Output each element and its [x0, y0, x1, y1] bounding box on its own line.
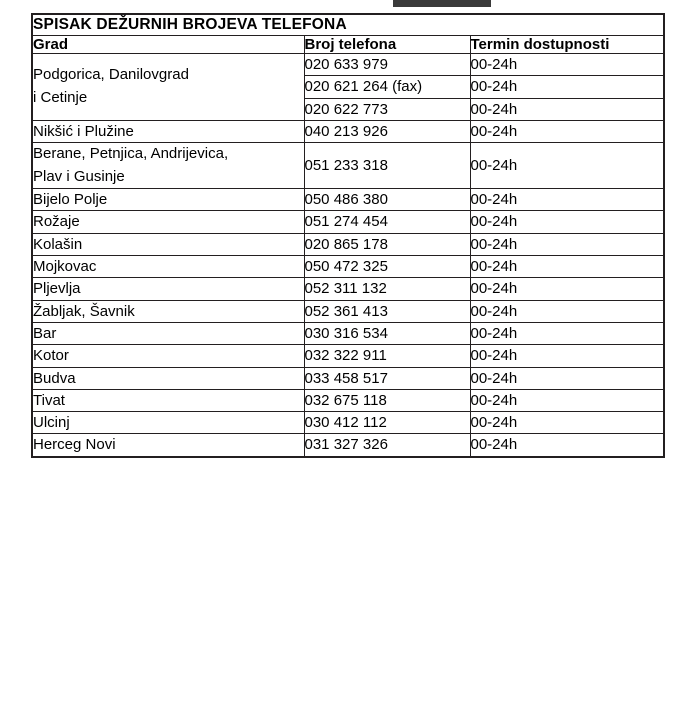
cell-phone: 031 327 326: [304, 434, 470, 457]
cell-phone: 051 274 454: [304, 211, 470, 233]
cell-hours: 00-24h: [470, 76, 664, 98]
cell-phone: 030 412 112: [304, 412, 470, 434]
cell-hours: 00-24h: [470, 322, 664, 344]
page-title: SPISAK DEŽURNIH BROJEVA TELEFONA: [32, 14, 664, 36]
cell-city: Berane, Petnjica, Andrijevica, Plav i Gusinje: [32, 143, 304, 189]
cell-city: Nikšić i Plužine: [32, 120, 304, 142]
cell-hours: 00-24h: [470, 256, 664, 278]
cell-phone: 033 458 517: [304, 367, 470, 389]
table-row: [32, 54, 664, 76]
cell-phone: 040 213 926: [304, 120, 470, 142]
cell-city: Bar: [32, 322, 304, 344]
cell-phone: 020 622 773: [304, 98, 470, 120]
column-header-phone: Broj telefona: [304, 36, 470, 54]
page-edge-marker: [393, 0, 491, 7]
duty-phone-numbers-table: [31, 13, 665, 458]
cell-phone: 050 472 325: [304, 256, 470, 278]
cell-phone: 030 316 534: [304, 322, 470, 344]
table-row: [32, 278, 664, 300]
cell-hours: 00-24h: [470, 367, 664, 389]
table-row: [32, 389, 664, 411]
cell-phone: 050 486 380: [304, 189, 470, 211]
cell-phone: 052 311 132: [304, 278, 470, 300]
cell-hours: 00-24h: [470, 143, 664, 189]
cell-hours: 00-24h: [470, 189, 664, 211]
cell-city: Mojkovac: [32, 256, 304, 278]
table-row: [32, 300, 664, 322]
cell-city: Bijelo Polje: [32, 189, 304, 211]
cell-phone: 020 633 979: [304, 54, 470, 76]
table-header-row: [32, 36, 664, 54]
cell-hours: 00-24h: [470, 211, 664, 233]
cell-phone: 032 322 911: [304, 345, 470, 367]
table-row: [32, 189, 664, 211]
table-row: [32, 233, 664, 255]
cell-hours: 00-24h: [470, 389, 664, 411]
cell-hours: 00-24h: [470, 434, 664, 457]
cell-city: Podgorica, Danilovgrad i Cetinje: [32, 54, 304, 121]
cell-hours: 00-24h: [470, 120, 664, 142]
cell-hours: 00-24h: [470, 278, 664, 300]
cell-city: Budva: [32, 367, 304, 389]
cell-phone: 020 865 178: [304, 233, 470, 255]
cell-city: Pljevlja: [32, 278, 304, 300]
cell-hours: 00-24h: [470, 345, 664, 367]
table-row: [32, 143, 664, 189]
cell-city: Tivat: [32, 389, 304, 411]
table-row: [32, 412, 664, 434]
cell-city: Rožaje: [32, 211, 304, 233]
cell-hours: 00-24h: [470, 98, 664, 120]
cell-hours: 00-24h: [470, 412, 664, 434]
table-row: [32, 367, 664, 389]
cell-city: Herceg Novi: [32, 434, 304, 457]
cell-hours: 00-24h: [470, 233, 664, 255]
table-row: [32, 120, 664, 142]
cell-city: Kolašin: [32, 233, 304, 255]
table-row: [32, 434, 664, 457]
table-row: [32, 211, 664, 233]
table-title-row: [32, 14, 664, 36]
document-body: [31, 13, 665, 458]
cell-phone: 051 233 318: [304, 143, 470, 189]
cell-hours: 00-24h: [470, 54, 664, 76]
cell-city: Kotor: [32, 345, 304, 367]
table-row: [32, 256, 664, 278]
table-row: [32, 345, 664, 367]
table-body: [32, 14, 664, 457]
column-header-hours: Termin dostupnosti: [470, 36, 664, 54]
cell-city: Žabljak, Šavnik: [32, 300, 304, 322]
cell-phone: 052 361 413: [304, 300, 470, 322]
cell-phone: 020 621 264 (fax): [304, 76, 470, 98]
column-header-city: Grad: [32, 36, 304, 54]
table-row: [32, 322, 664, 344]
cell-phone: 032 675 118: [304, 389, 470, 411]
cell-city: Ulcinj: [32, 412, 304, 434]
cell-hours: 00-24h: [470, 300, 664, 322]
